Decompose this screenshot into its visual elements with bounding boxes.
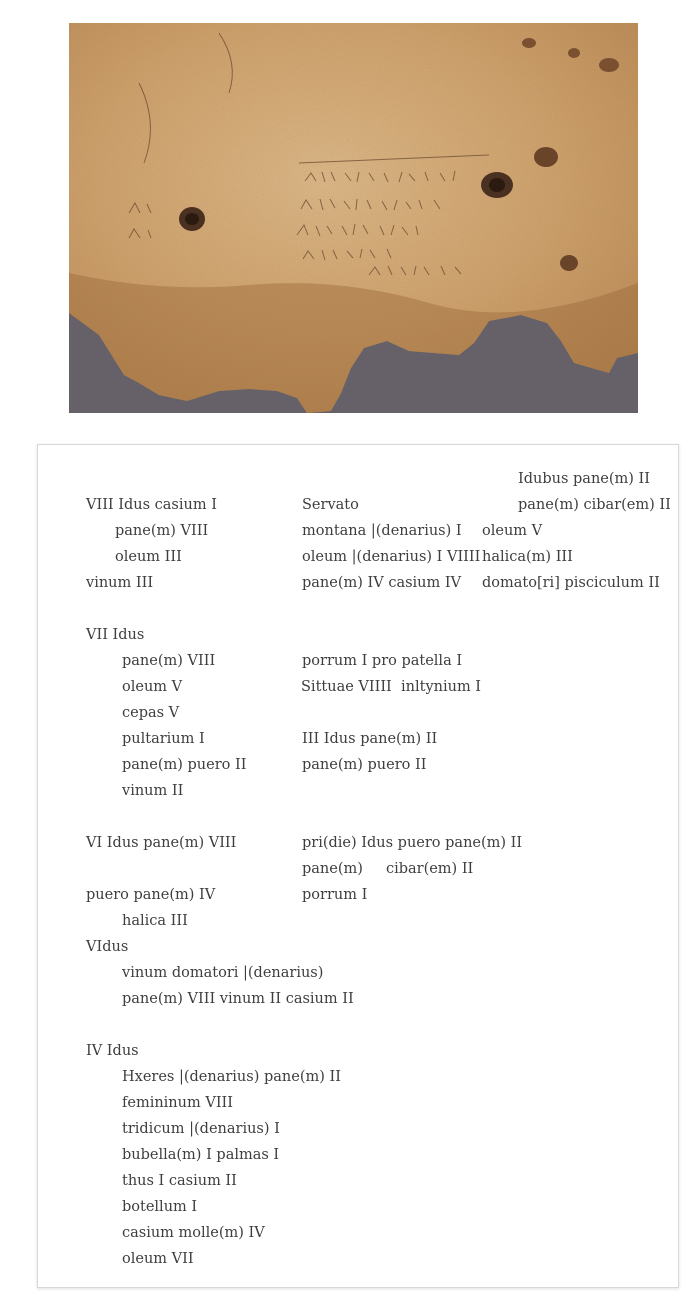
transcription-line: bubella(m) I palmas I bbox=[122, 1147, 280, 1163]
transcription-line: pane(m) puero II bbox=[302, 757, 427, 773]
transcription-line: tridicum |(denarius) I bbox=[122, 1121, 280, 1137]
transcription-line: pri(die) Idus puero pane(m) II bbox=[302, 835, 523, 851]
transcription-line: femininum VIII bbox=[122, 1095, 234, 1111]
inscription-photo bbox=[69, 23, 638, 413]
transcription-line: pane(m) cibar(em) II bbox=[302, 861, 474, 877]
transcription-line: domato[ri] pisciculum II bbox=[482, 575, 660, 591]
transcription-line: pane(m) VIII vinum II casium II bbox=[122, 991, 354, 1007]
transcription-line: vinum III bbox=[86, 575, 154, 591]
transcription-line: pultarium I bbox=[122, 731, 205, 747]
transcription-line: oleum VII bbox=[122, 1251, 194, 1267]
transcription-line: VIdus bbox=[86, 939, 129, 955]
transcription-line: Sittuae VIIII inltynium I bbox=[301, 679, 482, 695]
transcription-line: thus I casium II bbox=[122, 1173, 237, 1189]
transcription-line: VI Idus pane(m) VIII bbox=[86, 835, 237, 851]
transcription-line: oleum |(denarius) I VIIII bbox=[302, 549, 481, 565]
transcription-line: Idubus pane(m) II bbox=[518, 471, 650, 487]
transcription-line: oleum V bbox=[482, 523, 543, 539]
transcription-line: oleum III bbox=[115, 549, 182, 565]
transcription-line: Hxeres |(denarius) pane(m) II bbox=[122, 1069, 341, 1085]
transcription-card bbox=[37, 444, 679, 1288]
transcription-line: Servato bbox=[302, 497, 359, 513]
transcription-line: VIII Idus casium I bbox=[86, 497, 217, 513]
transcription-line: IV Idus bbox=[86, 1043, 139, 1059]
transcription-line: porrum I bbox=[302, 887, 368, 903]
transcription-line: VII Idus bbox=[86, 627, 145, 643]
transcription-line: III Idus pane(m) II bbox=[302, 731, 438, 747]
transcription-line: pane(m) VIII bbox=[115, 523, 209, 539]
transcription-line: oleum V bbox=[122, 679, 183, 695]
transcription-line: botellum I bbox=[122, 1199, 198, 1215]
transcription-line: puero pane(m) IV bbox=[86, 887, 216, 903]
transcription-line: vinum II bbox=[122, 783, 184, 799]
transcription-line: casium molle(m) IV bbox=[122, 1225, 265, 1241]
transcription-line: halica(m) III bbox=[482, 549, 573, 565]
transcription-line: pane(m) VIII bbox=[122, 653, 216, 669]
transcription-line: halica III bbox=[122, 913, 188, 929]
transcription-line: cepas V bbox=[122, 705, 180, 721]
transcription-line: pane(m) puero II bbox=[122, 757, 247, 773]
transcription-line: vinum domatori |(denarius) bbox=[122, 965, 324, 981]
transcription-line: porrum I pro patella I bbox=[302, 653, 463, 669]
transcription-line: pane(m) cibar(em) II bbox=[518, 497, 671, 513]
transcription-line: pane(m) IV casium IV bbox=[302, 575, 462, 591]
transcription-line: montana |(denarius) I bbox=[302, 523, 462, 539]
